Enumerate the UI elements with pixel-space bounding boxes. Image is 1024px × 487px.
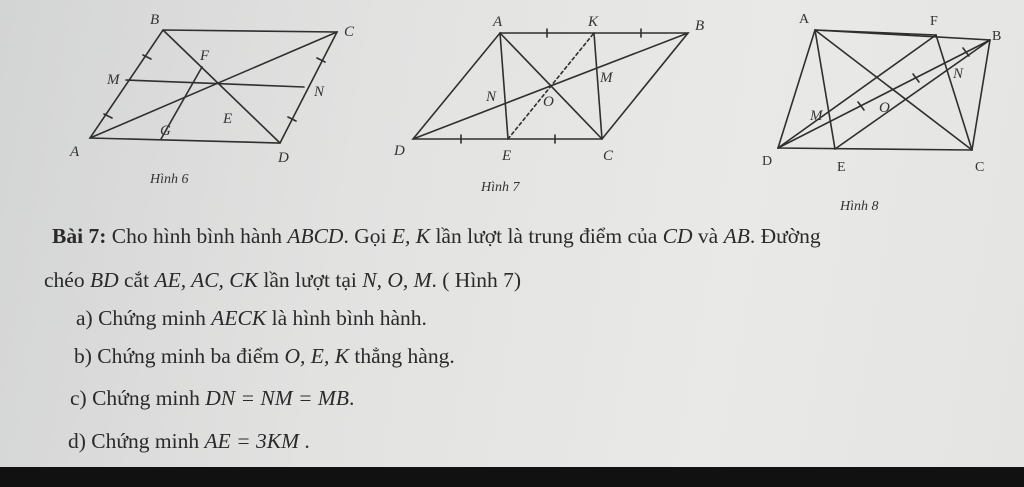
fig7-point-a: A (493, 14, 503, 30)
geometry-figures (0, 0, 1024, 222)
fig6-point-n: N (314, 84, 325, 100)
figure-6-lines (90, 30, 337, 143)
fig8-point-m: M (810, 108, 823, 124)
item-c: c) Chứng minh DN = NM = MB. (70, 386, 355, 410)
problem-line-1: Bài 7: Cho hình bình hành ABCD. Gọi E, K lần lượt là trung điểm của CD và AB. Đường (52, 224, 821, 248)
figure-8-labels (762, 12, 1001, 214)
fig6-caption: Hình 6 (150, 172, 189, 187)
fig6-point-b: B (150, 12, 160, 28)
item-a: a) Chứng minh AECK là hình bình hành. (76, 306, 427, 330)
figure-7-lines (413, 29, 688, 143)
figure-6-labels (69, 12, 355, 187)
figure-7-labels (393, 14, 704, 195)
math-cd: CD (662, 224, 693, 248)
fig8-point-e: E (837, 160, 846, 175)
fig8-point-c: C (975, 160, 985, 175)
exercise-label: Bài 7: (52, 224, 107, 248)
fig6-point-c: C (344, 24, 355, 40)
fig8-point-d: D (762, 154, 773, 169)
fig6-point-d: D (278, 150, 289, 166)
math-nom: N, O, M (362, 268, 432, 292)
fig8-point-f: F (930, 14, 938, 29)
item-d: d) Chứng minh AE = 3KM . (68, 429, 310, 453)
fig7-point-k: K (588, 14, 599, 30)
math-ek: E, K (391, 224, 431, 248)
fig7-point-c: C (603, 148, 614, 164)
math-abcd: ABCD (287, 224, 344, 248)
fig8-point-a: A (799, 12, 810, 27)
math-ae-ac-ck: AE, AC, CK (154, 268, 258, 292)
bottom-dark-edge (0, 467, 1024, 487)
fig7-point-d: D (394, 143, 405, 159)
fig6-point-m: M (107, 72, 120, 88)
fig8-point-n: N (953, 66, 964, 82)
fig8-caption: Hình 8 (840, 199, 879, 214)
fig7-point-n: N (486, 89, 497, 105)
problem-line-2: chéo BD cắt AE, AC, CK lần lượt tại N, O, M. ( Hình 7) (44, 268, 522, 292)
fig6-point-e: E (223, 111, 233, 127)
fig6-point-a: A (70, 144, 80, 160)
fig8-point-o: O (879, 100, 890, 116)
fig6-point-g: G (160, 123, 171, 139)
fig7-point-o: O (543, 94, 554, 110)
math-bd: BD (89, 268, 119, 292)
fig7-caption: Hình 7 (481, 180, 520, 195)
fig8-point-b: B (992, 29, 1002, 44)
item-b: b) Chứng minh ba điểm O, E, K thẳng hàng. (74, 344, 455, 368)
fig6-point-f: F (200, 48, 210, 64)
math-ab: AB (723, 224, 750, 248)
fig7-point-m: M (600, 70, 613, 86)
figure-8-lines (778, 30, 990, 150)
fig7-point-e: E (502, 148, 512, 164)
fig7-point-b: B (695, 18, 705, 34)
